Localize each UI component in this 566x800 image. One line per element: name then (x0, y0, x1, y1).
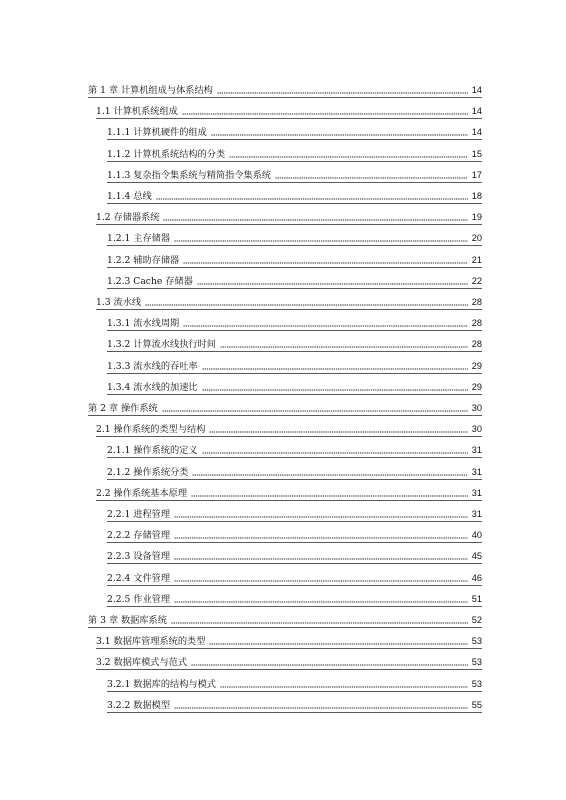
toc-entry-page-number: 29 (471, 360, 482, 371)
toc-entry-title: 1.3.3 流水线的吞吐率 (107, 360, 198, 372)
dot-leader (220, 346, 468, 348)
toc-entry[interactable] (107, 250, 482, 266)
toc-entry[interactable] (107, 313, 482, 329)
toc-entry-title: 2.1 操作系统的类型与结构 (96, 424, 206, 436)
dot-leader (174, 240, 468, 242)
toc-entry-page-number: 53 (471, 636, 482, 647)
toc-entry-page-number: 14 (471, 127, 482, 138)
toc-entry-page-number: 14 (471, 85, 482, 95)
dot-leader (209, 431, 468, 433)
toc-entry-title: 3.1 数据库管理系统的类型 (96, 636, 206, 648)
toc-entry[interactable] (96, 419, 482, 435)
dot-leader (174, 580, 468, 582)
dot-leader (192, 474, 468, 476)
toc-entry-title: 第 2 章 操作系统 (88, 403, 158, 414)
row-underline (96, 118, 482, 119)
toc-entry-page-number: 19 (471, 212, 482, 223)
dot-leader (211, 134, 468, 136)
toc-entry-page-number: 30 (471, 424, 482, 435)
toc-entry[interactable] (107, 504, 482, 520)
dot-leader (202, 389, 468, 391)
toc-entry[interactable] (107, 228, 482, 244)
toc-entry[interactable] (96, 652, 482, 668)
toc-entry-page-number: 53 (471, 678, 482, 689)
toc-entry-page-number: 53 (471, 657, 482, 668)
toc-entry-title: 1.3.2 计算流水线执行时间 (107, 339, 216, 351)
toc-entry-page-number: 40 (471, 530, 482, 541)
dot-leader (183, 262, 468, 264)
row-underline (107, 373, 482, 374)
row-underline (88, 97, 482, 98)
row-underline (107, 563, 482, 564)
row-underline (107, 330, 482, 331)
row-underline (96, 436, 482, 437)
toc-entry[interactable] (107, 440, 482, 456)
dot-leader (182, 113, 468, 115)
toc-entry-title: 1.2.1 主存储器 (107, 233, 171, 245)
row-underline (96, 669, 482, 670)
row-underline (88, 627, 482, 628)
dot-leader (174, 558, 468, 560)
dot-leader (145, 304, 468, 306)
row-underline (88, 415, 482, 416)
dot-leader (202, 368, 468, 370)
toc-entry-page-number: 17 (471, 169, 482, 180)
row-underline (96, 648, 482, 649)
toc-entry-page-number: 20 (471, 233, 482, 244)
row-underline (107, 351, 482, 352)
dot-leader (183, 325, 468, 327)
row-underline (107, 139, 482, 140)
dot-leader (174, 537, 468, 539)
dot-leader (156, 198, 468, 200)
row-underline (107, 691, 482, 692)
toc-entry-page-number: 31 (471, 466, 482, 477)
toc-entry[interactable] (107, 334, 482, 350)
row-underline (96, 309, 482, 310)
toc-entry[interactable] (88, 610, 482, 626)
toc-entry[interactable] (107, 271, 482, 287)
dot-leader (202, 452, 468, 454)
dot-leader (174, 601, 468, 603)
toc-entry-page-number: 45 (471, 551, 482, 562)
toc-entry-title: 1.1.3 复杂指令集系统与精简指令集系统 (107, 169, 272, 181)
toc-entry-page-number: 30 (471, 403, 482, 413)
toc-entry-title: 2.2.3 设备管理 (107, 551, 171, 563)
row-underline (107, 182, 482, 183)
toc-entry-title: 1.3 流水线 (96, 297, 142, 308)
row-underline (96, 500, 482, 501)
dot-leader (174, 707, 468, 709)
dot-leader (220, 686, 468, 688)
toc-entry-title: 1.1 计算机系统组成 (96, 106, 178, 118)
row-underline (107, 288, 482, 289)
toc-entry-title: 2.1.2 操作系统分类 (107, 466, 189, 478)
toc-entry[interactable] (107, 695, 482, 711)
dot-leader (191, 495, 468, 497)
toc-entry-title: 3.2.2 数据模型 (107, 699, 171, 711)
toc-entry-title: 3.2 数据库模式与范式 (96, 657, 188, 669)
dot-leader (197, 283, 468, 285)
toc-entry[interactable] (107, 356, 482, 372)
dot-leader (275, 177, 468, 179)
toc-entry-page-number: 28 (471, 339, 482, 350)
dot-leader (191, 664, 468, 666)
toc-entry-title: 2.2.2 存储管理 (107, 530, 171, 542)
row-underline (107, 394, 482, 395)
toc-entry[interactable] (107, 462, 482, 478)
toc-entry[interactable] (107, 589, 482, 605)
row-underline (107, 245, 482, 246)
toc-entry[interactable] (107, 186, 482, 202)
toc-entry-title: 2.1.1 操作系统的定义 (107, 445, 198, 457)
row-underline (107, 479, 482, 480)
row-underline (107, 542, 482, 543)
dot-leader (229, 156, 468, 158)
toc-entry-page-number: 31 (471, 445, 482, 456)
row-underline (107, 161, 482, 162)
row-underline (107, 585, 482, 586)
toc-entry-page-number: 18 (471, 191, 482, 201)
toc-entry-page-number: 15 (471, 148, 482, 159)
toc-entry-title: 1.2.3 Cache 存储器 (107, 275, 193, 287)
row-underline (107, 712, 482, 713)
row-underline (107, 606, 482, 607)
toc-entry-title: 3.2.1 数据库的结构与模式 (107, 678, 216, 690)
toc-entry-page-number: 31 (471, 487, 482, 498)
dot-leader (209, 643, 468, 645)
row-underline (107, 521, 482, 522)
toc-entry-title: 1.1.4 总线 (107, 191, 152, 202)
toc-entry-title: 1.1.2 计算机系统结构的分类 (107, 148, 226, 160)
dot-leader (174, 516, 468, 518)
toc-entry[interactable] (96, 207, 482, 223)
toc-entry-title: 1.3.1 流水线周期 (107, 318, 180, 330)
toc-entry-title: 2.2.4 文件管理 (107, 572, 171, 584)
toc-entry-title: 2.2.5 作业管理 (107, 593, 171, 605)
toc-entry-title: 第 3 章 数据库系统 (88, 615, 167, 626)
toc-entry[interactable] (107, 165, 482, 181)
dot-leader (171, 622, 468, 624)
toc-entry-page-number: 52 (471, 615, 482, 625)
toc-entry-page-number: 28 (471, 318, 482, 329)
toc-entry[interactable] (96, 292, 482, 308)
toc-entry-title: 第 1 章 计算机组成与体系结构 (88, 85, 213, 96)
toc-entry[interactable] (96, 483, 482, 499)
toc-entry-title: 2.2.1 进程管理 (107, 509, 171, 520)
toc-entry-page-number: 21 (471, 254, 482, 265)
toc-entry[interactable] (107, 546, 482, 562)
toc-entry-page-number: 29 (471, 381, 482, 392)
toc-entry-page-number: 46 (471, 572, 482, 583)
toc-entry-page-number: 22 (471, 275, 482, 286)
toc-entry-title: 1.2.2 辅助存储器 (107, 254, 180, 266)
toc-entry-title: 1.1.1 计算机硬件的组成 (107, 127, 207, 139)
toc-entry-page-number: 31 (471, 509, 482, 519)
dot-leader (163, 219, 468, 221)
toc-entry[interactable] (107, 568, 482, 584)
row-underline (107, 267, 482, 268)
toc-entry[interactable] (107, 525, 482, 541)
toc-entry[interactable] (88, 398, 482, 414)
toc-entry[interactable] (96, 101, 482, 117)
toc-entry[interactable] (107, 377, 482, 393)
toc-entry-title: 1.2 存储器系统 (96, 212, 160, 224)
row-underline (107, 457, 482, 458)
toc-entry-page-number: 51 (471, 593, 482, 604)
row-underline (107, 203, 482, 204)
toc-entry-page-number: 28 (471, 297, 482, 307)
toc-entry-title: 1.3.4 流水线的加速比 (107, 381, 198, 393)
toc-entry[interactable] (96, 631, 482, 647)
toc-entry[interactable] (107, 674, 482, 690)
dot-leader (217, 92, 468, 94)
row-underline (96, 224, 482, 225)
toc-entry[interactable] (88, 80, 482, 96)
toc-entry-title: 2.2 操作系统基本原理 (96, 487, 188, 499)
toc-entry-page-number: 55 (471, 699, 482, 710)
toc-entry[interactable] (107, 122, 482, 138)
toc-entry[interactable] (107, 144, 482, 160)
toc-entry-page-number: 14 (471, 106, 482, 117)
dot-leader (162, 410, 468, 412)
